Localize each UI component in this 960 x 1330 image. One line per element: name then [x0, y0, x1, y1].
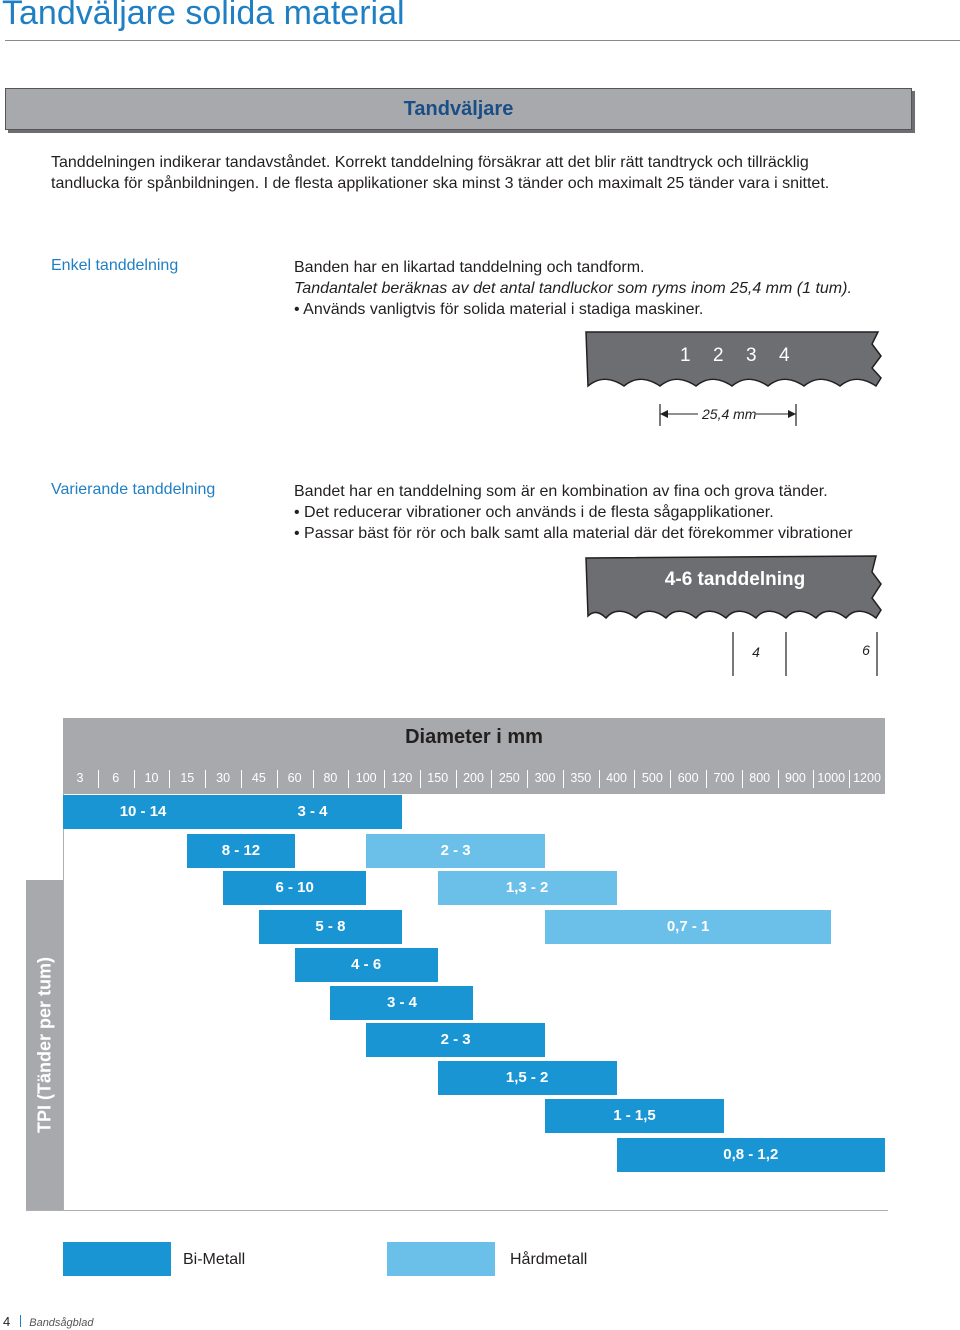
x-tick-separator [634, 770, 635, 788]
blade-tooth-number: 2 [713, 345, 724, 366]
tpi-bar [366, 834, 545, 868]
tpi-bar [259, 910, 402, 944]
variable-pitch-blade-diagram [580, 552, 890, 684]
variable-pitch-line-2: • Det reducerar vibrationer och används i de flesta sågapplikationer. [294, 504, 774, 521]
blade-tooth-number: 3 [746, 345, 757, 366]
x-tick-label: 700 [713, 771, 735, 785]
x-tick-separator [742, 770, 743, 788]
tpi-bar [366, 1023, 545, 1057]
variable-pitch-line-1: Bandet har en tanddelning som är en kombination av fina och grova tänder. [294, 483, 828, 500]
x-tick-separator [491, 770, 492, 788]
chart-title: Diameter i mm [405, 726, 543, 748]
x-tick-label: 150 [427, 771, 449, 785]
x-tick-separator [599, 770, 600, 788]
single-pitch-blade [586, 332, 881, 386]
footer-divider [20, 1315, 21, 1327]
single-pitch-description [294, 257, 934, 320]
x-tick-label: 250 [498, 771, 520, 785]
page-footer [3, 1314, 93, 1329]
x-tick-label: 30 [216, 771, 231, 785]
x-tick-separator [348, 770, 349, 788]
x-tick-label: 350 [570, 771, 592, 785]
x-tick-label: 300 [534, 771, 556, 785]
single-pitch-line-3: • Används vanligtvis för solida material i stadiga maskiner. [294, 301, 704, 318]
x-tick-separator [277, 770, 278, 788]
x-tick-label: 45 [251, 771, 266, 785]
y-axis-label: TPI (Tänder per tum) [34, 956, 54, 1134]
tpi-bar [438, 871, 617, 905]
x-tick-separator [670, 770, 671, 788]
x-tick-separator [563, 770, 564, 788]
x-tick-label: 100 [355, 771, 377, 785]
x-tick-separator [527, 770, 528, 788]
legend-swatch-hardmetall [387, 1242, 495, 1276]
page-number: 4 [3, 1314, 11, 1329]
tpi-bar [545, 1099, 724, 1133]
legend-swatch-bi-metall [63, 1242, 171, 1276]
tpi-bar-label: 4 - 6 [351, 956, 382, 973]
x-tick-separator [706, 770, 707, 788]
tpi-bar-label: 8 - 12 [221, 842, 261, 859]
tpi-bar-label: 5 - 8 [315, 918, 346, 935]
single-pitch-line-1: Banden har en likartad tanddelning och tandform. [294, 259, 645, 276]
x-tick-separator [384, 770, 385, 788]
tpi-bar-label: 2 - 3 [440, 1031, 471, 1048]
tpi-bar-label: 1 - 1,5 [613, 1107, 656, 1124]
variable-pitch-description [294, 481, 934, 544]
x-tick-separator [169, 770, 170, 788]
single-pitch-blade-diagram [580, 326, 890, 436]
chart-frame-left [63, 794, 64, 1210]
tpi-bar [223, 871, 366, 905]
x-tick-separator [456, 770, 457, 788]
x-tick-label: 10 [144, 771, 159, 785]
tpi-bar [187, 834, 294, 868]
x-tick-label: 1000 [817, 771, 846, 785]
x-tick-label: 500 [641, 771, 663, 785]
intro-text [51, 152, 911, 194]
tpi-bar [223, 795, 402, 829]
tpi-bar [545, 910, 831, 944]
single-pitch-label: Enkel tanddelning [51, 257, 179, 274]
diameter-header [63, 718, 885, 794]
tpi-bar-label: 6 - 10 [275, 879, 314, 896]
x-tick-separator [98, 770, 99, 788]
arrowhead-right-icon [788, 410, 796, 418]
title-divider [5, 40, 960, 41]
tpi-bar-label: 3 - 4 [386, 994, 417, 1011]
dimension-label: 25,4 mm [702, 406, 757, 422]
x-tick-separator [313, 770, 314, 788]
tpi-bar-label: 1,3 - 2 [505, 879, 549, 896]
x-tick-label: 200 [463, 771, 484, 785]
tpi-bar-label: 3 - 4 [297, 803, 328, 820]
tpi-bar [63, 795, 223, 829]
tpi-bar [617, 1138, 885, 1172]
tpi-bar [330, 986, 473, 1020]
blade-tooth-number: 1 [680, 345, 691, 366]
x-tick-label: 15 [180, 771, 195, 785]
x-tick-separator [420, 770, 421, 788]
chart-frame-bottom [26, 1210, 888, 1211]
intro-line-2: tandlucka för spånbildningen. I de flesta applikationer ska minst 3 tänder och maximalt 25 tänder vara i snittet. [51, 175, 830, 192]
variable-blade-label: 4-6 tanddelning [664, 569, 806, 590]
pitch-mark-6: 6 [862, 642, 870, 658]
x-tick-label: 900 [785, 771, 806, 785]
x-tick-separator [205, 770, 206, 788]
x-tick-separator [778, 770, 779, 788]
arrowhead-left-icon [660, 410, 668, 418]
tpi-bar-label: 0,8 - 1,2 [723, 1146, 779, 1163]
x-tick-label: 400 [606, 771, 628, 785]
legend-label-hardmetall: Hårdmetall [510, 1251, 588, 1268]
x-tick-label: 1200 [853, 771, 881, 785]
tpi-bar-label: 10 - 14 [119, 803, 167, 820]
x-tick-label: 60 [287, 771, 302, 785]
x-tick-label: 800 [749, 771, 771, 785]
x-tick-separator [134, 770, 135, 788]
x-tick-label: 120 [391, 771, 413, 785]
x-tick-separator [849, 770, 850, 788]
y-axis-label-box [26, 880, 63, 1210]
tpi-bar [438, 1061, 617, 1095]
variable-pitch-label: Varierande tanddelning [51, 481, 216, 498]
intro-line-1: Tanddelningen indikerar tandavståndet. Korrekt tanddelning försäkrar att det blir rätt tandtryck och tillräcklig [51, 154, 809, 171]
x-tick-separator [813, 770, 814, 788]
section-banner [5, 88, 912, 130]
legend-label-bi-metall: Bi-Metall [183, 1251, 246, 1268]
blade-tooth-number: 4 [779, 345, 790, 366]
footer-source: Bandsågblad [29, 1317, 94, 1329]
tpi-bar [295, 948, 438, 982]
x-tick-label: 6 [112, 771, 120, 785]
single-pitch-line-2: Tandantalet beräknas av det antal tandluckor som ryms inom 25,4 mm (1 tum). [294, 280, 852, 297]
x-tick-label: 80 [323, 771, 338, 785]
x-tick-label: 3 [76, 771, 84, 785]
tpi-bar-label: 0,7 - 1 [666, 918, 710, 935]
x-tick-label: 600 [677, 771, 699, 785]
variable-pitch-line-3: • Passar bäst för rör och balk samt alla material där det förekommer vibrationer [294, 525, 853, 542]
pitch-mark-4: 4 [752, 644, 760, 660]
x-tick-separator [241, 770, 242, 788]
tpi-bar-label: 1,5 - 2 [505, 1069, 549, 1086]
banner-title: Tandväljare [403, 98, 514, 120]
page-title: Tandväljare solida material [2, 0, 405, 32]
tpi-bar-label: 2 - 3 [440, 842, 471, 859]
